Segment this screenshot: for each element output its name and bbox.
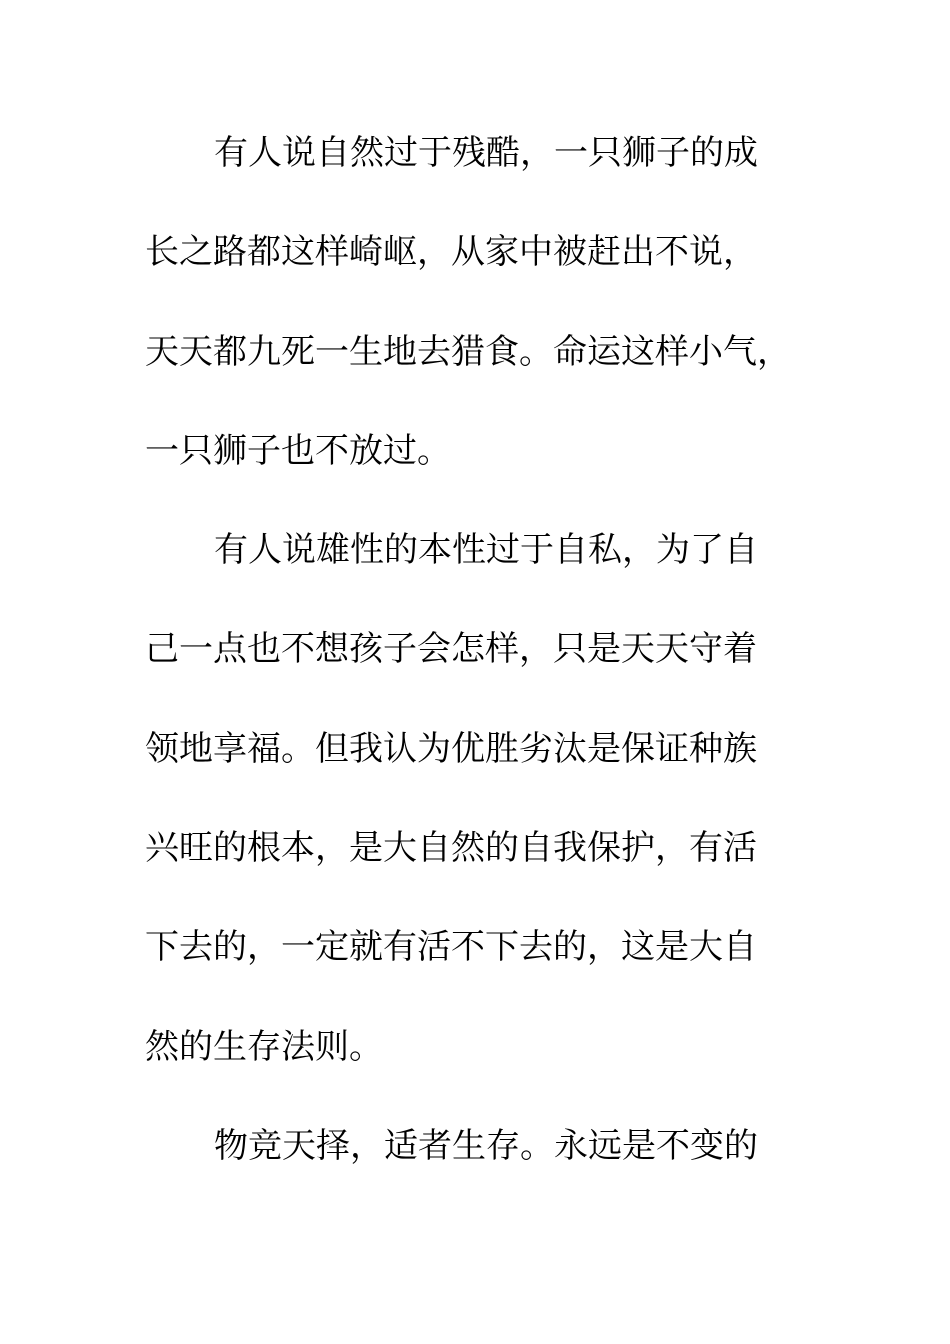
paragraph-3 bbox=[145, 1116, 805, 1215]
paragraph-line: 物竞天择，适者生存。永远是不变的 bbox=[214, 1125, 758, 1166]
paragraph-line: 己一点也不想孩子会怎样，只是天天守着 bbox=[145, 629, 757, 670]
paragraph-line: 然的生存法则。 bbox=[145, 1026, 383, 1067]
paragraph-1 bbox=[145, 123, 805, 520]
paragraph-line: 天天都九死一生地去猎食。命运这样小气， bbox=[145, 331, 791, 372]
paragraph-line: 长之路都这样崎岖，从家中被赶出不说， bbox=[145, 232, 757, 273]
paragraph-line: 有人说雄性的本性过于自私，为了自 bbox=[214, 530, 758, 571]
paragraph-2 bbox=[145, 520, 805, 1116]
paragraph-line: 兴旺的根本，是大自然的自我保护，有活 bbox=[145, 828, 757, 869]
paragraph-line: 有人说自然过于残酷，一只狮子的成 bbox=[214, 133, 758, 173]
paragraph-line: 下去的，一定就有活不下去的，这是大自 bbox=[145, 927, 757, 968]
paragraph-line: 领地享福。但我认为优胜劣汰是保证种族 bbox=[145, 728, 757, 769]
paragraph-line: 一只狮子也不放过。 bbox=[145, 430, 451, 471]
body-text bbox=[145, 123, 805, 1215]
